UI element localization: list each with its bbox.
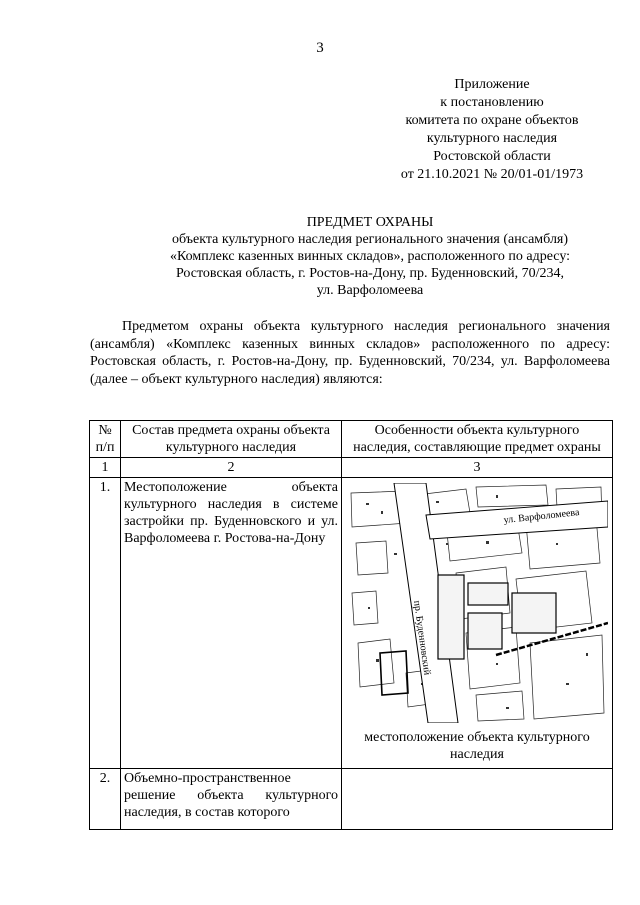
row-features — [342, 478, 613, 769]
title-line: ул. Варфоломеева — [316, 283, 424, 298]
location-map — [346, 483, 608, 723]
appendix-line: Ростовской области — [433, 149, 551, 164]
appendix-line: Приложение — [454, 77, 530, 92]
appendix-line: от 21.10.2021 № 20/01-01/1973 — [400, 167, 584, 182]
appendix-line: комитета по охране объектов — [405, 113, 579, 128]
table-row — [90, 769, 613, 830]
intro-text: Предметом охраны объекта культурного наследия регионального значения (ансамбля) «Комплекс казенных винных складов» расположенного по адресу: Ростовская область, г. Ростов-на-Дону, пр. Буденновский, 70/234, ул. Варфоломеева (далее – объект культурного наследия) являются: — [90, 319, 610, 387]
row-number: 1. — [90, 478, 121, 769]
table-row — [90, 478, 613, 769]
appendix-line: к постановлению — [440, 95, 544, 110]
header-subject: Состав предмета охраны объекта культурного наследия — [121, 421, 342, 458]
header-num: № п/п — [90, 421, 121, 458]
header-features: Особенности объекта культурного наследия, составляющие предмет охраны — [342, 421, 613, 458]
title-heading: ПРЕДМЕТ ОХРАНЫ — [306, 215, 434, 230]
row-number: 2. — [90, 769, 121, 830]
row-subject: Местоположение объекта культурного наследия в системе застройки пр. Буденновского и ул. Варфоломеева г. Ростова-на-Дону — [121, 478, 342, 769]
map-label-budennovsky: пр. Буденновский — [411, 599, 433, 676]
col-number: 3 — [342, 458, 613, 478]
map-caption: местоположение объекта культурного наследия — [364, 730, 590, 762]
title-line: Ростовская область, г. Ростов-на-Дону, пр. Буденновский, 70/234, — [175, 266, 565, 281]
protection-subject-table — [89, 420, 613, 830]
map-label-varfolomeeva: ул. Варфоломеева — [503, 507, 580, 526]
document-title — [110, 214, 630, 299]
row-features — [342, 769, 613, 830]
column-number-row — [90, 458, 613, 478]
appendix-block — [380, 76, 604, 184]
title-line: объекта культурного наследия регионального значения (ансамбля) — [171, 232, 569, 247]
col-number: 2 — [121, 458, 342, 478]
appendix-line: культурного наследия — [426, 131, 558, 146]
col-number: 1 — [90, 458, 121, 478]
table-header-row — [90, 421, 613, 458]
page-number: 3 — [316, 40, 324, 56]
title-line: «Комплекс казенных винных складов», расположенного по адресу: — [169, 249, 571, 264]
intro-paragraph — [90, 318, 610, 388]
row-subject: Объемно-пространственное решение объекта культурного наследия, в состав которого — [121, 769, 342, 830]
